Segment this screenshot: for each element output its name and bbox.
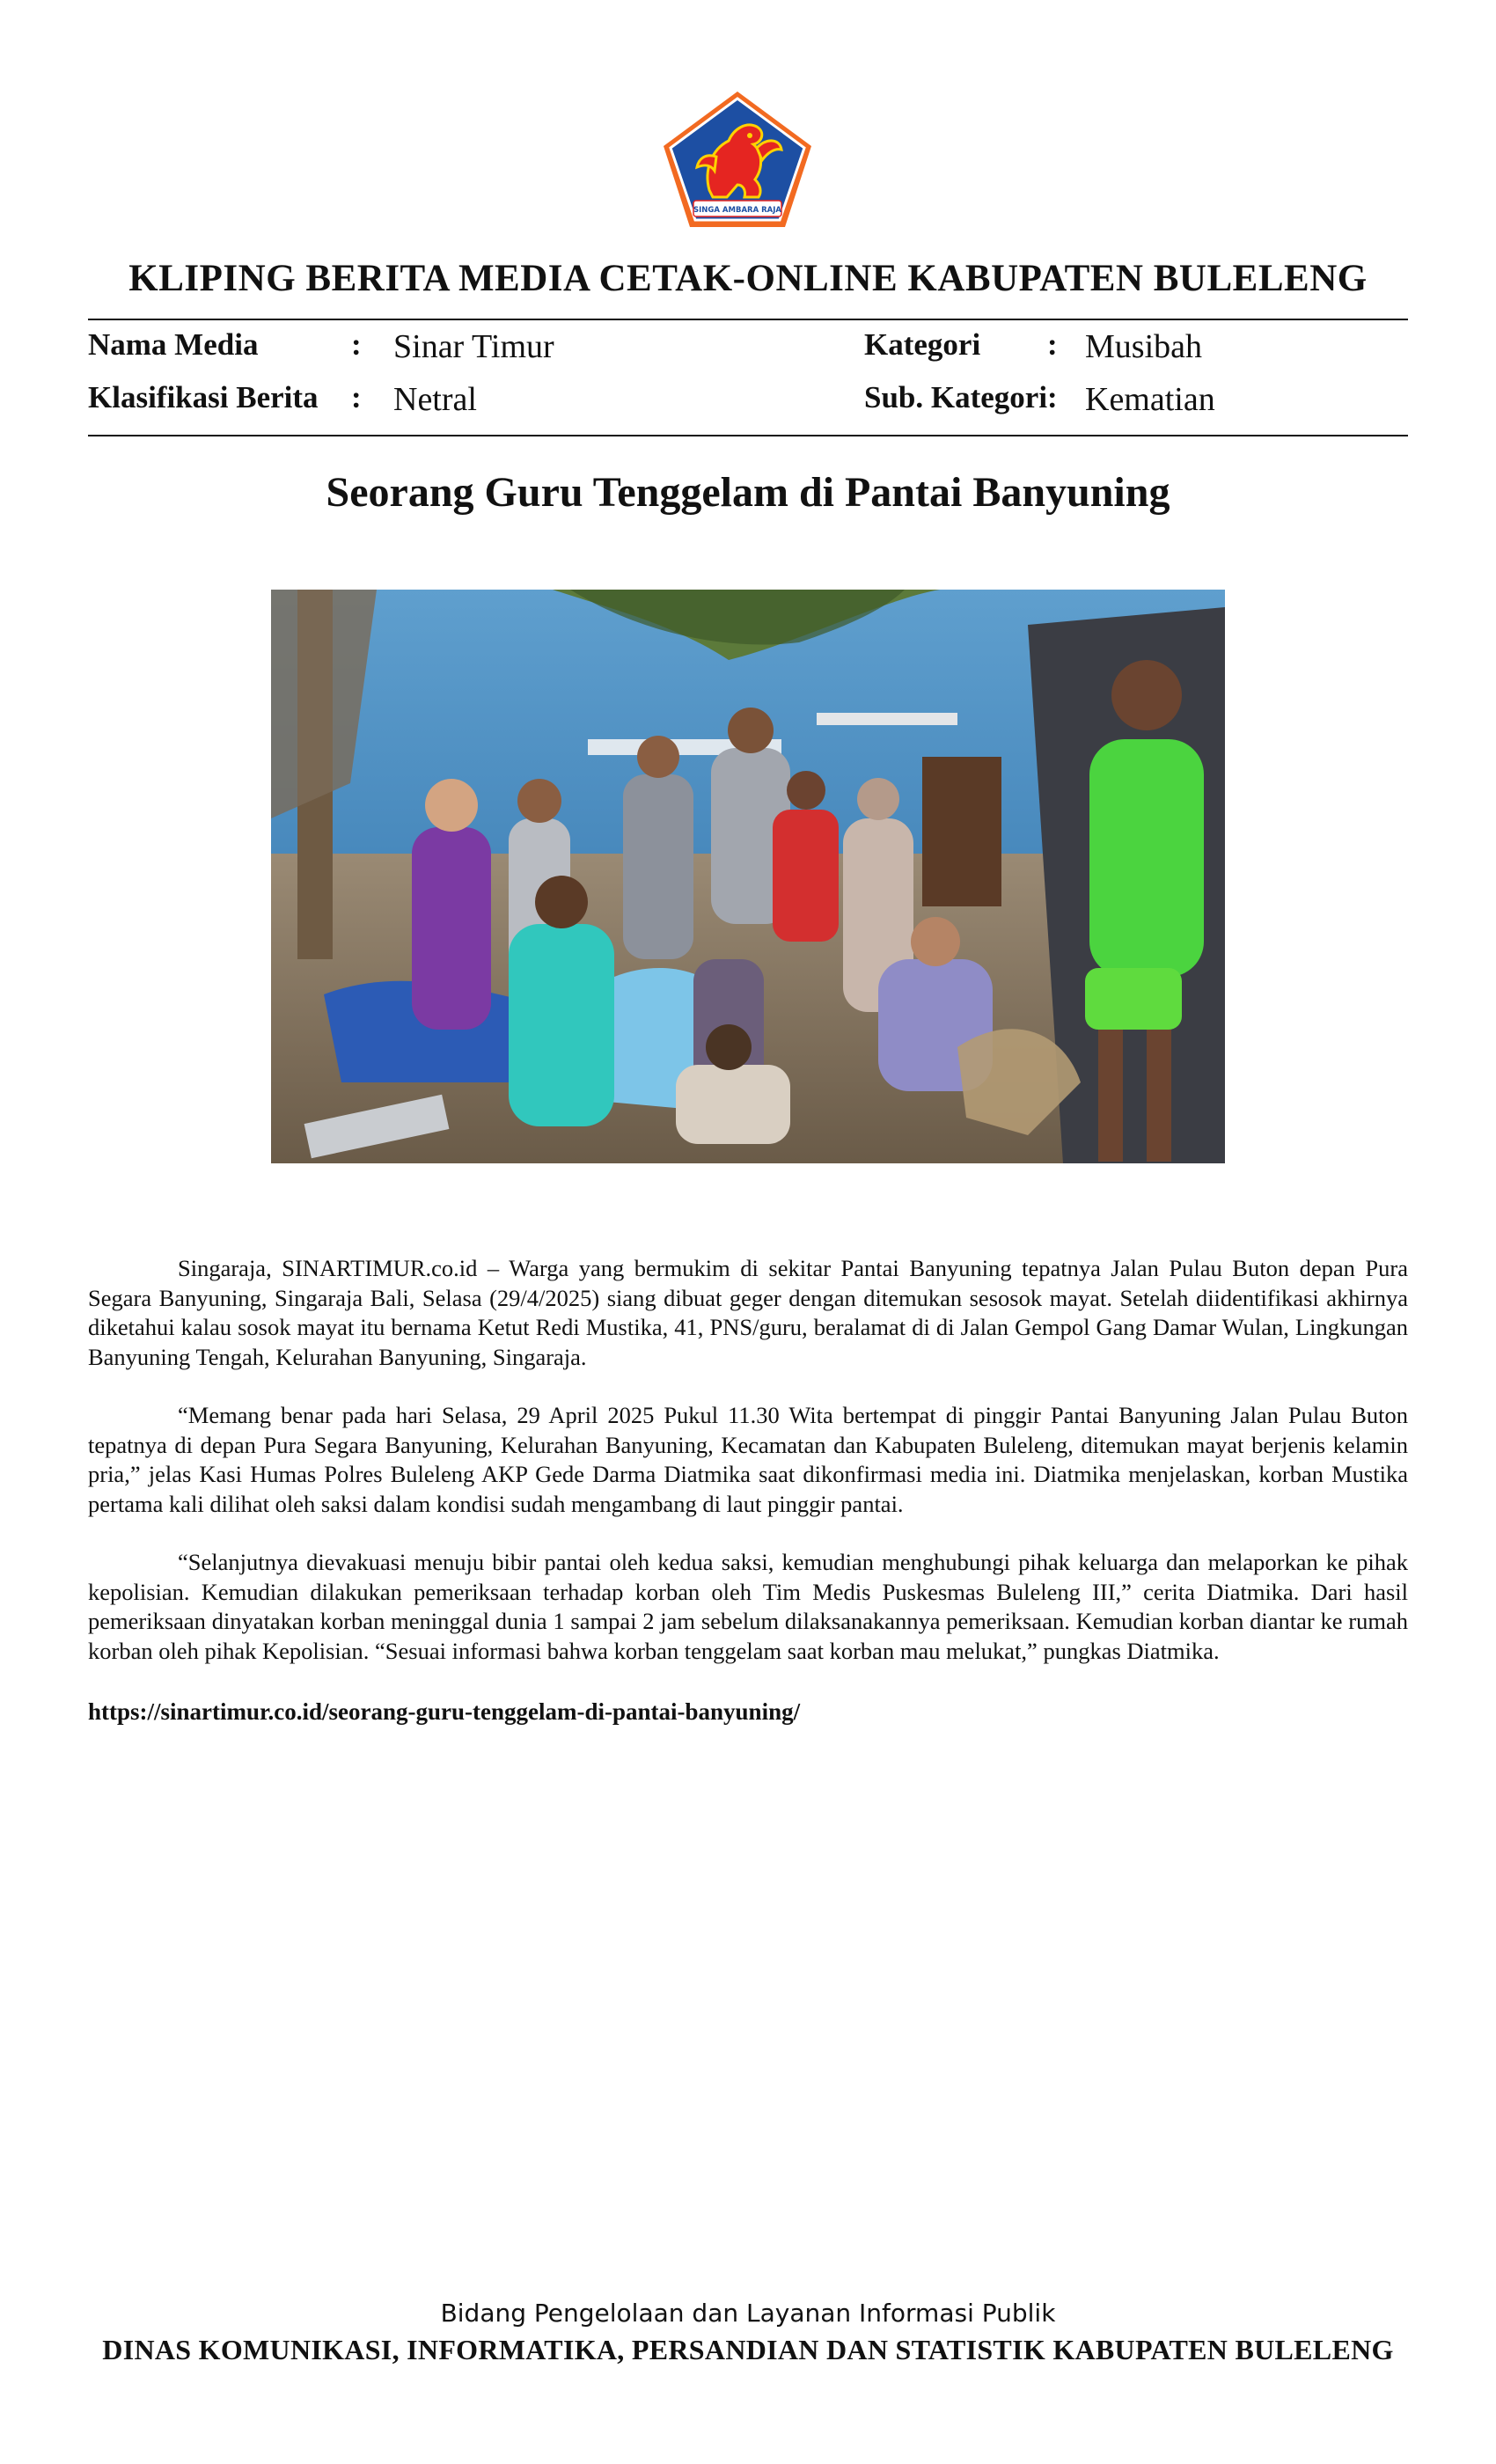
media-value: Sinar Timur xyxy=(393,328,554,365)
footer-division: Bidang Pengelolaan dan Layanan Informasi Publik xyxy=(440,2299,1056,2328)
classification-value: Netral xyxy=(393,381,477,418)
subcategory-colon: : xyxy=(1047,380,1058,414)
classification-colon: : xyxy=(351,380,362,414)
category-label: Kategori xyxy=(864,327,981,362)
media-label: Nama Media xyxy=(88,327,259,362)
category-colon: : xyxy=(1047,327,1058,362)
category-value: Musibah xyxy=(1085,328,1202,365)
logo-motto: SINGA AMBARA RAJA xyxy=(693,206,781,215)
article-headline: Seorang Guru Tenggelam di Pantai Banyuning xyxy=(326,469,1170,516)
top-divider xyxy=(88,319,1408,320)
footer-agency: DINAS KOMUNIKASI, INFORMATIKA, PERSANDIAN DAN STATISTIK KABUPATEN BULELENG xyxy=(102,2334,1394,2365)
article-paragraph-3: “Selanjutnya dievakuasi menuju bibir pantai oleh kedua saksi, kemudian menghubungi pihak keluarga dan melaporkan ke pihak kepolisian. Kemudian dilakukan pemeriksaan terhadap korban oleh Tim Medis Puskesmas Buleleng III,” cerita Diatmika. Dari hasil pemeriksaan dinyatakan korban meninggal dunia 1 sampai 2 jam sebelum dilaksanakannya pemeriksaan. Kemudian korban diantar ke rumah korban oleh pihak Kepolisian. “Sesuai informasi bahwa korban tenggelam saat korban mau melukat,” pungkas Diatmika. xyxy=(88,1549,1408,1664)
bottom-divider xyxy=(88,435,1408,436)
source-url-link[interactable]: https://sinartimur.co.id/seorang-guru-tenggelam-di-pantai-banyuning/ xyxy=(88,1698,801,1725)
classification-label: Klasifikasi Berita xyxy=(88,380,319,414)
document-title: KLIPING BERITA MEDIA CETAK-ONLINE KABUPATEN BULELENG xyxy=(128,258,1368,299)
news-photo xyxy=(271,590,1225,1163)
article-body xyxy=(88,1254,1408,1695)
article-paragraph-2: “Memang benar pada hari Selasa, 29 April 2025 Pukul 11.30 Wita bertempat di pinggir Pantai Banyuning Jalan Pulau Buton tepatnya di depan Pura Segara Banyuning, Kelurahan Banyuning, Kecamatan dan Kabupaten Buleleng, ditemukan mayat berjenis kelamin pria,” jelas Kasi Humas Polres Buleleng AKP Gede Darma Diatmika saat dikonfirmasi media ini. Diatmika menjelaskan, korban Mustika pertama kali dilihat oleh saksi dalam kondisi sudah mengambang di laut pinggir pantai. xyxy=(88,1402,1408,1517)
subcategory-value: Kematian xyxy=(1085,381,1215,418)
article-paragraph-1: Singaraja, SINARTIMUR.co.id – Warga yang bermukim di sekitar Pantai Banyuning tepatnya Jalan Pulau Buton depan Pura Segara Banyuning, Singaraja Bali, Selasa (29/4/2025) siang dibuat geger dengan ditemukan sesosok mayat. Setelah diidentifikasi akhirnya diketahui kalau sosok mayat itu bernama Ketut Redi Mustika, 41, PNS/guru, beralamat di di Jalan Gempol Gang Damar Wulan, Lingkungan Banyuning Tengah, Kelurahan Banyuning, Singaraja. xyxy=(88,1255,1408,1370)
buleleng-regency-logo xyxy=(658,86,817,234)
media-colon: : xyxy=(351,327,362,362)
subcategory-label: Sub. Kategori xyxy=(864,380,1048,414)
